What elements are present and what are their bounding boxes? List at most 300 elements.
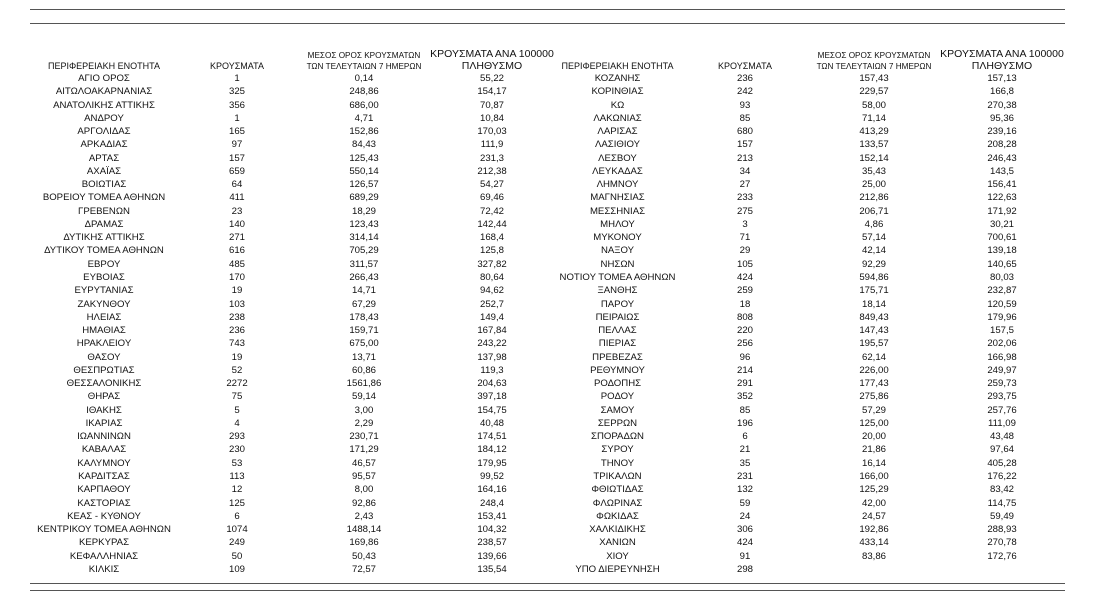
right-region-cell: ΛΕΣΒΟΥ: [598, 152, 637, 164]
left-avg-cell: 125,43: [349, 152, 379, 164]
right-region-cell: ΣΑΜΟΥ: [600, 404, 635, 416]
left-region-cell: ΑΡΓΟΛΙΔΑΣ: [77, 126, 131, 138]
table-row: [0, 523, 1100, 536]
left-region-cell: ΚΑΡΔΙΤΣΑΣ: [78, 470, 130, 482]
right-region-cell: ΡΕΘΥΜΝΟΥ: [590, 364, 645, 376]
left-region-cell: ΑΝΔΡΟΥ: [84, 112, 124, 124]
left-avg-cell: 13,71: [351, 351, 376, 363]
right-per100k-cell: 176,22: [987, 470, 1017, 482]
right-per100k-cell: 171,92: [987, 205, 1017, 217]
top-rule-2: [30, 23, 1065, 24]
header-avg-right: [810, 50, 938, 72]
right-per100k-cell: 157,13: [987, 73, 1017, 84]
left-region-cell: ΗΛΕΙΑΣ: [86, 311, 122, 323]
left-region-cell: ΒΟΡΕΙΟΥ ΤΟΜΕΑ ΑΘΗΝΩΝ: [42, 192, 166, 204]
left-cases-cell: 140: [228, 218, 245, 230]
left-per100k-cell: 111,9: [480, 139, 504, 151]
left-region-cell: ΚΙΛΚΙΣ: [88, 563, 120, 575]
right-per100k-cell: 80,03: [989, 271, 1014, 283]
right-cases-cell: 196: [736, 417, 753, 429]
left-avg-cell: 50,43: [351, 550, 376, 562]
right-region-cell: ΠΙΕΡΙΑΣ: [598, 338, 637, 350]
header-cases-left-label: ΚΡΟΥΣΜΑΤΑ: [210, 61, 264, 71]
table-row: [0, 417, 1100, 430]
table-row: [0, 152, 1100, 165]
left-per100k-cell: 104,32: [477, 524, 507, 536]
right-region-cell: ΠΡΕΒΕΖΑΣ: [592, 351, 643, 363]
right-per100k-cell: 288,93: [987, 524, 1017, 536]
left-per100k-cell: 119,3: [480, 364, 504, 376]
header-per100k-left: [428, 48, 556, 72]
left-region-cell: ΑΓΙΟ ΟΡΟΣ: [78, 73, 130, 84]
right-per100k-cell: 122,63: [987, 192, 1017, 204]
left-per100k-cell: 40,48: [479, 417, 504, 429]
right-per100k-cell: 114,75: [987, 497, 1017, 509]
right-region-cell: ΞΑΝΘΗΣ: [597, 285, 638, 297]
right-cases-cell: 680: [736, 126, 753, 138]
right-cases-cell: 213: [736, 152, 753, 164]
bottom-rule-1: [30, 583, 1065, 584]
right-per100k-cell: 208,28: [987, 139, 1017, 151]
right-per100k-cell: 700,61: [987, 232, 1017, 244]
left-cases-cell: 485: [228, 258, 245, 270]
right-region-cell: ΠΑΡΟΥ: [600, 298, 635, 310]
top-rule-1: [30, 9, 1065, 10]
left-per100k-cell: 167,84: [477, 325, 507, 337]
right-avg-cell: 275,86: [859, 391, 889, 403]
left-per100k-cell: 154,17: [477, 86, 507, 98]
right-avg-cell: 24,57: [861, 510, 886, 522]
left-avg-cell: 266,43: [349, 271, 379, 283]
left-avg-cell: 550,14: [349, 165, 379, 177]
left-cases-cell: 238: [228, 311, 245, 323]
right-region-cell: ΤΗΝΟΥ: [600, 457, 635, 469]
right-cases-cell: 298: [736, 563, 753, 575]
right-cases-cell: 59: [739, 497, 751, 509]
left-region-cell: ΚΕΝΤΡΙΚΟΥ ΤΟΜΕΑ ΑΘΗΝΩΝ: [37, 524, 171, 536]
table-row: [0, 298, 1100, 311]
left-per100k-cell: 72,42: [479, 205, 504, 217]
right-per100k-cell: 120,59: [987, 298, 1017, 310]
right-avg-cell: 166,00: [859, 470, 889, 482]
left-cases-cell: 109: [228, 563, 245, 575]
header-per100k-right: [938, 48, 1066, 72]
header-region-left-label: ΠΕΡΙΦΕΡΕΙΑΚΗ ΕΝΟΤΗΤΑ: [47, 61, 161, 71]
left-region-cell: ΚΑΒΑΛΑΣ: [81, 444, 127, 456]
right-cases-cell: 220: [736, 325, 753, 337]
right-avg-cell: 125,29: [859, 484, 889, 496]
right-cases-cell: 259: [736, 285, 753, 297]
left-cases-cell: 157: [228, 152, 245, 164]
right-avg-cell: 229,57: [859, 86, 889, 98]
header-per100k-right-line2: ΠΛΗΘΥΣΜΟ: [971, 60, 1033, 72]
left-cases-cell: 616: [228, 245, 245, 257]
left-cases-cell: 50: [231, 550, 243, 562]
table-header: [0, 44, 1100, 72]
header-region-left: [30, 60, 178, 72]
left-region-cell: ΘΕΣΣΑΛΟΝΙΚΗΣ: [66, 378, 142, 390]
right-region-cell: ΡΟΔΟΠΗΣ: [593, 378, 642, 390]
left-cases-cell: 125: [228, 497, 245, 509]
left-avg-cell: 46,57: [351, 457, 376, 469]
right-region-cell: ΜΕΣΣΗΝΙΑΣ: [589, 205, 646, 217]
left-avg-cell: 14,71: [351, 285, 376, 297]
left-avg-cell: 59,14: [351, 391, 376, 403]
right-per100k-cell: 179,96: [987, 311, 1017, 323]
right-per100k-cell: 257,76: [987, 404, 1017, 416]
left-per100k-cell: 125,8: [479, 245, 504, 257]
left-avg-cell: 72,57: [351, 563, 376, 575]
table-row: [0, 178, 1100, 191]
left-cases-cell: 236: [228, 325, 245, 337]
right-avg-cell: 147,43: [859, 325, 889, 337]
header-cases-left: [200, 60, 274, 72]
table-row: [0, 390, 1100, 403]
left-avg-cell: 1488,14: [346, 524, 382, 536]
left-region-cell: ΗΡΑΚΛΕΙΟΥ: [76, 338, 132, 350]
right-cases-cell: 35: [739, 457, 751, 469]
right-avg-cell: 57,14: [861, 232, 886, 244]
right-region-cell: ΜΑΓΝΗΣΙΑΣ: [590, 192, 645, 204]
right-region-cell: ΜΗΛΟΥ: [600, 218, 635, 230]
right-avg-cell: 413,29: [859, 126, 889, 138]
right-avg-cell: 433,14: [859, 537, 889, 549]
right-avg-cell: 42,00: [861, 497, 886, 509]
right-cases-cell: 18: [739, 298, 751, 310]
table-row: [0, 483, 1100, 496]
table-row: [0, 457, 1100, 470]
right-cases-cell: 93: [739, 99, 751, 111]
table-row: [0, 112, 1100, 125]
left-cases-cell: 6: [234, 510, 240, 522]
left-cases-cell: 170: [228, 271, 245, 283]
right-cases-cell: 85: [739, 404, 751, 416]
left-cases-cell: 1: [234, 73, 240, 84]
right-avg-cell: 192,86: [859, 524, 889, 536]
left-avg-cell: 8,00: [354, 484, 374, 496]
left-per100k-cell: 149,4: [479, 311, 504, 323]
left-avg-cell: 1561,86: [346, 378, 382, 390]
left-per100k-cell: 70,87: [479, 99, 504, 111]
left-region-cell: ΚΕΦΑΛΛΗΝΙΑΣ: [69, 550, 139, 562]
header-region-right-label: ΠΕΡΙΦΕΡΕΙΑΚΗ ΕΝΟΤΗΤΑ: [561, 61, 674, 71]
right-region-cell: ΚΩ: [610, 99, 625, 111]
right-per100k-cell: 202,06: [987, 338, 1017, 350]
right-avg-cell: 16,14: [861, 457, 886, 469]
right-per100k-cell: 30,21: [989, 218, 1014, 230]
left-per100k-cell: 248,4: [479, 497, 504, 509]
left-cases-cell: 1: [234, 112, 240, 124]
left-per100k-cell: 69,46: [479, 192, 504, 204]
right-avg-cell: 92,29: [861, 258, 886, 270]
right-avg-cell: 125,00: [859, 417, 889, 429]
left-avg-cell: 314,14: [349, 232, 379, 244]
left-avg-cell: 248,86: [349, 86, 379, 98]
table-row: [0, 364, 1100, 377]
right-region-cell: ΚΟΖΑΝΗΣ: [594, 73, 641, 84]
left-avg-cell: 169,86: [349, 537, 379, 549]
left-region-cell: ΚΑΛΥΜΝΟΥ: [77, 457, 131, 469]
left-region-cell: ΑΝΑΤΟΛΙΚΗΣ ΑΤΤΙΚΗΣ: [53, 99, 155, 111]
left-avg-cell: 95,57: [351, 470, 376, 482]
right-region-cell: ΛΕΥΚΑΔΑΣ: [592, 165, 643, 177]
left-cases-cell: 97: [231, 139, 243, 151]
right-per100k-cell: 139,18: [987, 245, 1017, 257]
right-cases-cell: 132: [736, 484, 753, 496]
header-cases-right: [708, 60, 782, 72]
right-per100k-cell: 111,09: [988, 417, 1016, 429]
right-region-cell: ΥΠΟ ΔΙΕΡΕΥΝΗΣΗ: [575, 563, 660, 575]
left-per100k-cell: 212,38: [477, 165, 507, 177]
left-region-cell: ΙΚΑΡΙΑΣ: [85, 417, 123, 429]
left-cases-cell: 103: [228, 298, 245, 310]
right-region-cell: ΤΡΙΚΑΛΩΝ: [593, 470, 642, 482]
right-region-cell: ΦΘΙΩΤΙΔΑΣ: [591, 484, 644, 496]
table-row: [0, 85, 1100, 98]
right-cases-cell: 21: [739, 444, 751, 456]
right-per100k-cell: 166,98: [987, 351, 1017, 363]
right-region-cell: ΦΛΩΡΙΝΑΣ: [592, 497, 643, 509]
table-row: [0, 125, 1100, 138]
left-region-cell: ΗΜΑΘΙΑΣ: [82, 325, 126, 337]
left-per100k-cell: 179,95: [477, 457, 507, 469]
right-cases-cell: 236: [736, 73, 753, 84]
right-cases-cell: 291: [736, 378, 753, 390]
table-row: [0, 244, 1100, 257]
right-per100k-cell: 157,5: [989, 325, 1014, 337]
right-avg-cell: 594,86: [859, 271, 889, 283]
left-per100k-cell: 54,27: [479, 179, 504, 191]
table-row: [0, 351, 1100, 364]
left-cases-cell: 75: [231, 391, 243, 403]
right-avg-cell: 157,43: [859, 73, 889, 84]
table-row: [0, 165, 1100, 178]
right-cases-cell: 306: [736, 524, 753, 536]
right-avg-cell: 206,71: [859, 205, 889, 217]
table-row: [0, 205, 1100, 218]
left-region-cell: ΙΘΑΚΗΣ: [86, 404, 122, 416]
left-region-cell: ΑΡΚΑΔΙΑΣ: [80, 139, 128, 151]
left-avg-cell: 84,43: [351, 139, 376, 151]
table-row: [0, 430, 1100, 443]
left-region-cell: ΑΡΤΑΣ: [88, 152, 120, 164]
right-region-cell: ΠΕΙΡΑΙΩΣ: [595, 311, 640, 323]
right-per100k-cell: 43,48: [989, 431, 1014, 443]
right-per100k-cell: 293,75: [987, 391, 1017, 403]
right-avg-cell: 21,86: [861, 444, 886, 456]
table-row: [0, 231, 1100, 244]
right-region-cell: ΧΑΛΚΙΔΙΚΗΣ: [589, 524, 646, 536]
left-cases-cell: 325: [228, 86, 245, 98]
left-avg-cell: 311,57: [349, 258, 379, 270]
right-avg-cell: 42,14: [861, 245, 886, 257]
left-cases-cell: 19: [231, 351, 243, 363]
left-cases-cell: 356: [228, 99, 245, 111]
cases-table: [0, 72, 1100, 576]
right-region-cell: ΝΟΤΙΟΥ ΤΟΜΕΑ ΑΘΗΝΩΝ: [559, 271, 676, 283]
left-cases-cell: 12: [231, 484, 243, 496]
right-per100k-cell: 143,5: [989, 165, 1014, 177]
left-cases-cell: 64: [231, 179, 243, 191]
right-per100k-cell: 156,41: [987, 179, 1017, 191]
right-region-cell: ΡΟΔΟΥ: [600, 391, 635, 403]
right-region-cell: ΦΩΚΙΔΑΣ: [596, 510, 639, 522]
left-avg-cell: 171,29: [349, 444, 379, 456]
table-row: [0, 284, 1100, 297]
table-row: [0, 377, 1100, 390]
left-region-cell: ΕΥΡΥΤΑΝΙΑΣ: [74, 285, 134, 297]
right-avg-cell: 212,86: [859, 192, 889, 204]
left-per100k-cell: 137,98: [477, 351, 507, 363]
left-avg-cell: 178,43: [349, 311, 379, 323]
header-per100k-left-line2: ΠΛΗΘΥΣΜΟ: [461, 60, 523, 72]
right-per100k-cell: 246,43: [987, 152, 1017, 164]
right-avg-cell: 83,86: [861, 550, 886, 562]
right-cases-cell: 91: [739, 550, 751, 562]
left-region-cell: ΕΥΒΟΙΑΣ: [83, 271, 125, 283]
right-avg-cell: 58,00: [861, 99, 886, 111]
table-row: [0, 271, 1100, 284]
left-cases-cell: 2272: [226, 378, 248, 390]
left-avg-cell: 18,29: [351, 205, 376, 217]
right-region-cell: ΣΠΟΡΑΔΩΝ: [591, 431, 644, 443]
right-avg-cell: 18,14: [861, 298, 886, 310]
right-cases-cell: 71: [739, 232, 751, 244]
left-region-cell: ΔΡΑΜΑΣ: [84, 218, 124, 230]
left-cases-cell: 4: [234, 417, 240, 429]
right-avg-cell: 35,43: [861, 165, 886, 177]
right-avg-cell: 195,57: [859, 338, 889, 350]
table-row: [0, 536, 1100, 549]
right-region-cell: ΛΑΣΙΘΙΟΥ: [594, 139, 641, 151]
left-avg-cell: 60,86: [351, 364, 376, 376]
right-per100k-cell: 232,87: [987, 285, 1017, 297]
left-per100k-cell: 154,75: [477, 404, 507, 416]
left-region-cell: ΙΩΑΝΝΙΝΩΝ: [77, 431, 131, 443]
left-region-cell: ΕΒΡΟΥ: [87, 258, 121, 270]
left-cases-cell: 53: [231, 457, 243, 469]
table-row: [0, 311, 1100, 324]
left-per100k-cell: 252,7: [479, 298, 504, 310]
left-cases-cell: 5: [234, 404, 240, 416]
table-row: [0, 563, 1100, 576]
right-cases-cell: 275: [736, 205, 753, 217]
left-avg-cell: 689,29: [349, 192, 379, 204]
right-cases-cell: 157: [736, 139, 753, 151]
left-per100k-cell: 170,03: [477, 126, 507, 138]
left-region-cell: ΑΧΑΪΑΣ: [86, 165, 122, 177]
left-region-cell: ΑΙΤΩΛΟΑΚΑΡΝΑΝΙΑΣ: [55, 86, 153, 98]
right-avg-cell: 226,00: [859, 364, 889, 376]
right-per100k-cell: 270,38: [987, 99, 1017, 111]
table-row: [0, 191, 1100, 204]
header-avg-left-line1: ΜΕΣΟΣ ΟΡΟΣ ΚΡΟΥΣΜΑΤΩΝ: [307, 51, 421, 60]
table-row: [0, 258, 1100, 271]
right-per100k-cell: 405,28: [987, 457, 1017, 469]
right-region-cell: ΛΑΚΩΝΙΑΣ: [593, 112, 642, 124]
left-region-cell: ΚΑΣΤΟΡΙΑΣ: [77, 497, 131, 509]
table-row: [0, 324, 1100, 337]
left-per100k-cell: 184,12: [477, 444, 507, 456]
left-avg-cell: 0,14: [354, 73, 374, 84]
left-cases-cell: 293: [228, 431, 245, 443]
right-cases-cell: 808: [736, 311, 753, 323]
table-row: [0, 443, 1100, 456]
right-per100k-cell: 83,42: [989, 484, 1014, 496]
table-row: [0, 470, 1100, 483]
left-region-cell: ΚΕΡΚΥΡΑΣ: [78, 537, 129, 549]
right-avg-cell: 62,14: [861, 351, 886, 363]
right-avg-cell: 175,71: [859, 285, 889, 297]
table-row: [0, 550, 1100, 563]
left-per100k-cell: 238,57: [477, 537, 507, 549]
left-per100k-cell: 204,63: [477, 378, 507, 390]
right-avg-cell: 152,14: [859, 152, 889, 164]
left-avg-cell: 2,43: [354, 510, 374, 522]
header-avg-left: [300, 50, 428, 72]
left-per100k-cell: 327,82: [477, 258, 507, 270]
left-avg-cell: 126,57: [349, 179, 379, 191]
left-avg-cell: 92,86: [351, 497, 376, 509]
right-per100k-cell: 166,8: [989, 86, 1014, 98]
right-cases-cell: 242: [736, 86, 753, 98]
left-avg-cell: 67,29: [351, 298, 376, 310]
right-avg-cell: 20,00: [861, 431, 886, 443]
right-cases-cell: 105: [736, 258, 753, 270]
right-region-cell: ΝΑΞΟΥ: [600, 245, 635, 257]
left-cases-cell: 52: [231, 364, 243, 376]
left-per100k-cell: 164,16: [477, 484, 507, 496]
table-row: [0, 72, 1100, 85]
left-region-cell: ΘΑΣΟΥ: [87, 351, 121, 363]
right-per100k-cell: 259,73: [987, 378, 1017, 390]
left-per100k-cell: 99,52: [479, 470, 504, 482]
left-per100k-cell: 55,22: [479, 73, 504, 84]
left-region-cell: ΘΗΡΑΣ: [87, 391, 121, 403]
left-per100k-cell: 142,44: [477, 218, 507, 230]
right-cases-cell: 424: [736, 271, 753, 283]
right-avg-cell: 71,14: [861, 112, 886, 124]
header-avg-right-line2: ΤΩΝ ΤΕΛΕΥΤΑΙΩΝ 7 ΗΜΕΡΩΝ: [816, 62, 932, 71]
right-avg-cell: 25,00: [861, 179, 886, 191]
left-per100k-cell: 168,4: [479, 232, 504, 244]
left-region-cell: ΚΑΡΠΑΘΟΥ: [77, 484, 131, 496]
right-region-cell: ΜΥΚΟΝΟΥ: [593, 232, 642, 244]
right-cases-cell: 6: [742, 431, 748, 443]
right-per100k-cell: 59,49: [989, 510, 1014, 522]
left-region-cell: ΔΥΤΙΚΗΣ ΑΤΤΙΚΗΣ: [63, 232, 145, 244]
left-per100k-cell: 153,41: [477, 510, 507, 522]
left-cases-cell: 23: [231, 205, 243, 217]
left-region-cell: ΔΥΤΙΚΟΥ ΤΟΜΕΑ ΑΘΗΝΩΝ: [44, 245, 164, 257]
right-cases-cell: 233: [736, 192, 753, 204]
right-per100k-cell: 95,36: [989, 112, 1014, 124]
left-per100k-cell: 10,84: [479, 112, 504, 124]
right-per100k-cell: 97,64: [989, 444, 1014, 456]
header-avg-right-line1: ΜΕΣΟΣ ΟΡΟΣ ΚΡΟΥΣΜΑΤΩΝ: [817, 51, 931, 60]
right-region-cell: ΧΑΝΙΩΝ: [599, 537, 636, 549]
left-region-cell: ΖΑΚΥΝΘΟΥ: [77, 298, 131, 310]
left-cases-cell: 411: [229, 192, 245, 204]
header-region-right: [555, 60, 680, 72]
left-cases-cell: 659: [228, 165, 245, 177]
right-cases-cell: 29: [739, 245, 751, 257]
left-avg-cell: 230,71: [349, 431, 379, 443]
right-avg-cell: 57,29: [861, 404, 886, 416]
header-per100k-left-line1: ΚΡΟΥΣΜΑΤΑ ΑΝΑ 100000: [430, 48, 554, 60]
right-cases-cell: 27: [739, 179, 751, 191]
left-cases-cell: 249: [228, 537, 245, 549]
